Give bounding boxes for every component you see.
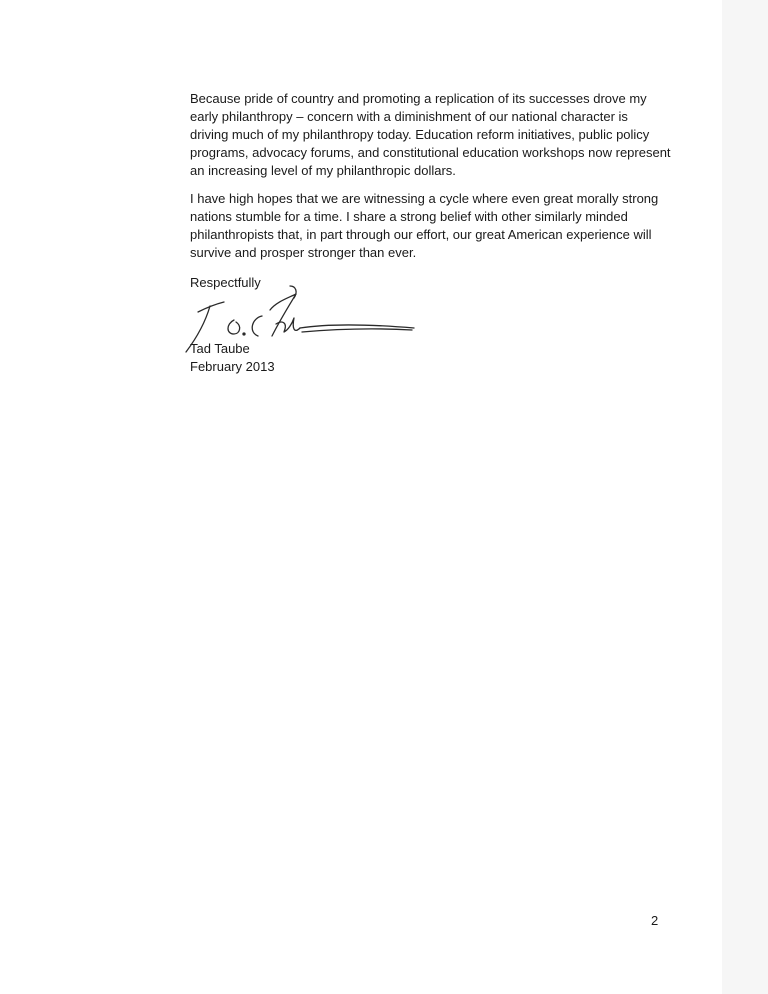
paragraph-line: nations stumble for a time. I share a strong belief with other similarly minded	[190, 209, 628, 224]
letter-date: February 2013	[190, 359, 275, 374]
body-paragraph-1	[190, 90, 671, 180]
closing-salutation: Respectfully	[190, 275, 261, 290]
paragraph-line: an increasing level of my philanthropic dollars.	[190, 163, 456, 178]
paragraph-line: Because pride of country and promoting a replication of its successes drove my	[190, 91, 647, 106]
paragraph-line: survive and prosper stronger than ever.	[190, 245, 417, 260]
paragraph-line: I have high hopes that we are witnessing a cycle where even great morally strong	[190, 191, 659, 206]
body-paragraph-2	[190, 190, 658, 262]
signer-name: Tad Taube	[190, 341, 250, 356]
scan-margin	[722, 0, 768, 994]
paragraph-line: driving much of my philanthropy today. Education reform initiatives, public policy	[190, 127, 650, 142]
page-number: 2	[651, 913, 659, 928]
paragraph-line: programs, advocacy forums, and constitutional education workshops now represent	[190, 145, 671, 160]
paragraph-line: philanthropists that, in part through our effort, our great American experience will	[190, 227, 652, 242]
paragraph-line: early philanthropy – concern with a diminishment of our national character is	[190, 109, 628, 124]
